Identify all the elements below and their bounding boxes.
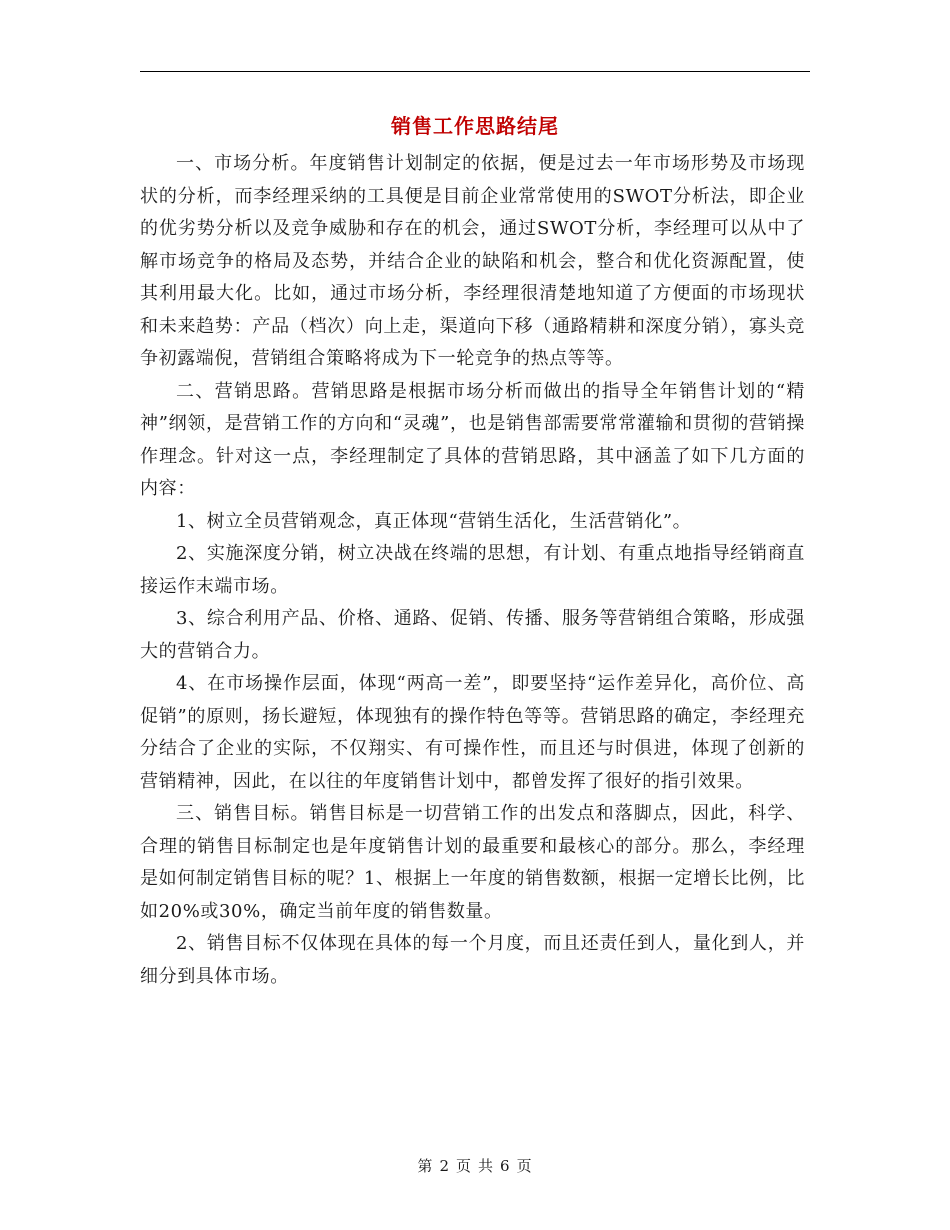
footer-suffix: 页 (516, 1157, 533, 1175)
page-footer (0, 1155, 950, 1176)
paragraph-point-3: 3、综合利用产品、价格、通路、促销、传播、服务等营销组合策略，形成强大的营销合力。 (140, 608, 805, 662)
paragraph-point-4: 4、在市场操作层面，体现“两高一差”，即要坚持“运作差异化，高价位、高促销”的原则，扬长避短，体现独有的操作特色等等。营销思路的确定，李经理充分结合了企业的实际，不仅翔实、有可操作性，而且还与时俱进，体现了创新的营销精神，因此，在以往的年度销售计划中，都曾发挥了很好的指引效果。 (140, 673, 805, 792)
footer-prefix: 第 (417, 1157, 434, 1175)
footer-total-pages: 6 (500, 1157, 511, 1175)
document-body (140, 148, 805, 993)
paragraph-market-analysis: 一、市场分析。年度销售计划制定的依据，便是过去一年市场形势及市场现状的分析，而李经理采纳的工具便是目前企业常常使用的SWOT分析法，即企业的优劣势分析以及竞争威胁和存在的机会，通过SWOT分析，李经理可以从中了解市场竞争的格局及态势，并结合企业的缺陷和机会，整合和优化资源配置，使其利用最大化。比如，通过市场分析，李经理很清楚地知道了方便面的市场现状和未来趋势：产品（档次）向上走，渠道向下移（通路精耕和深度分销），寡头竞争初露端倪，营销组合策略将成为下一轮竞争的热点等等。 (140, 153, 805, 369)
footer-total-word: 共 (478, 1157, 495, 1175)
footer-page-word: 页 (455, 1157, 472, 1175)
paragraph-target-point-2: 2、销售目标不仅体现在具体的每一个月度，而且还责任到人，量化到人，并细分到具体市场。 (140, 933, 805, 987)
document-title: 销售工作思路结尾 (391, 114, 559, 138)
paragraph-marketing-approach: 二、营销思路。营销思路是根据市场分析而做出的指导全年销售计划的“精神”纲领，是营销工作的方向和“灵魂”，也是销售部需要常常灌输和贯彻的营销操作理念。针对这一点，李经理制定了具体的营销思路，其中涵盖了如下几方面的内容： (140, 380, 805, 499)
header-rule (140, 71, 810, 72)
paragraph-sales-target: 三、销售目标。销售目标是一切营销工作的出发点和落脚点，因此，科学、合理的销售目标制定也是年度销售计划的最重要和最核心的部分。那么，李经理是如何制定销售目标的呢？1、根据上一年度的销售数额，根据一定增长比例，比如20%或30%，确定当前年度的销售数量。 (140, 803, 805, 922)
footer-current-page: 2 (439, 1157, 450, 1175)
paragraph-point-1: 1、树立全员营销观念，真正体现“营销生活化，生活营销化”。 (176, 510, 692, 532)
paragraph-point-2: 2、实施深度分销，树立决战在终端的思想，有计划、有重点地指导经销商直接运作末端市场。 (140, 543, 805, 597)
